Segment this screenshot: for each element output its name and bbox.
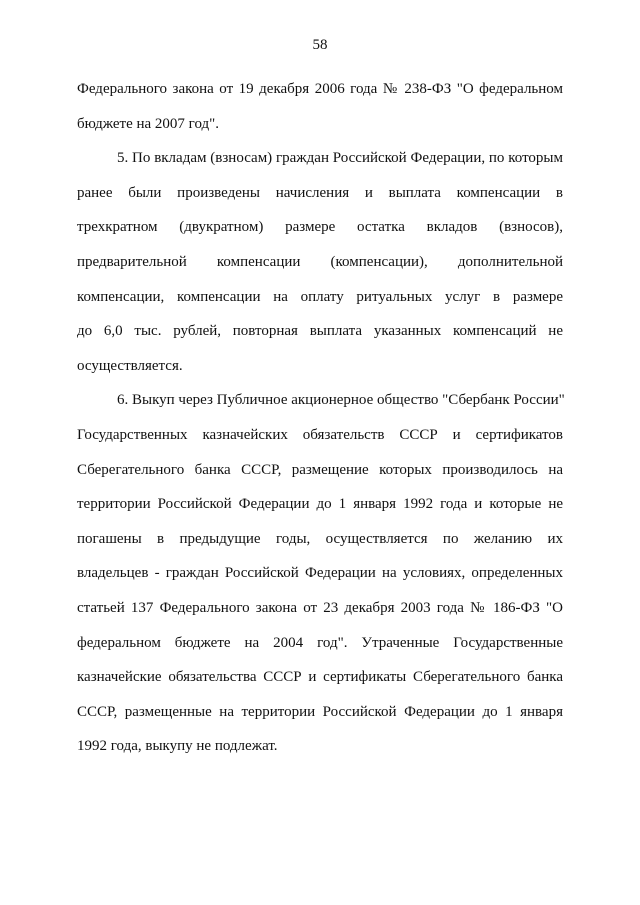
page-number: 58 [312, 37, 328, 53]
paragraph-line: федеральном бюджете на 2004 год". Утраченные Государственные [77, 634, 563, 651]
paragraph-line: владельцев - граждан Российской Федерации на условиях, определенных [77, 565, 563, 582]
paragraph-line: до 6,0 тыс. рублей, повторная выплата указанных компенсаций не [77, 323, 563, 340]
paragraph-line: Государственных казначейских обязательств СССР и сертификатов [77, 426, 563, 443]
paragraph-line: Сберегательного банка СССР, размещение которых производилось на [77, 461, 563, 478]
paragraph-5-first-line: 5. По вкладам (взносам) граждан Российской Федерации, по которым [117, 150, 563, 167]
paragraph-line: осуществляется. [77, 357, 183, 374]
paragraph-line: предварительной компенсации (компенсации), дополнительной [77, 253, 563, 270]
paragraph-line: бюджете на 2007 год". [77, 115, 220, 132]
paragraph-line: ранее были произведены начисления и выплата компенсации в [77, 184, 563, 201]
paragraph-line: 1992 года, выкупу не подлежат. [77, 738, 278, 755]
paragraph-line: статьей 137 Федерального закона от 23 декабря 2003 года № 186-ФЗ "О [77, 599, 563, 616]
paragraph-line: СССР, размещенные на территории Российской Федерации до 1 января [77, 703, 563, 720]
paragraph-line: погашены в предыдущие годы, осуществляется по желанию их [77, 530, 563, 547]
document-body [77, 72, 563, 764]
paragraph-line: трехкратном (двукратном) размере остатка вкладов (взносов), [77, 219, 563, 236]
paragraph-line: территории Российской Федерации до 1 января 1992 года и которые не [77, 496, 563, 513]
paragraph-line: Федерального закона от 19 декабря 2006 года № 238-ФЗ "О федеральном [77, 81, 563, 97]
paragraph-line: казначейские обязательства СССР и сертификаты Сберегательного банка [77, 669, 563, 686]
paragraph-line: компенсации, компенсации на оплату ритуальных услуг в размере [77, 288, 563, 305]
paragraph-6-first-line: 6. Выкуп через Публичное акционерное общество "Сбербанк России" [117, 392, 565, 409]
